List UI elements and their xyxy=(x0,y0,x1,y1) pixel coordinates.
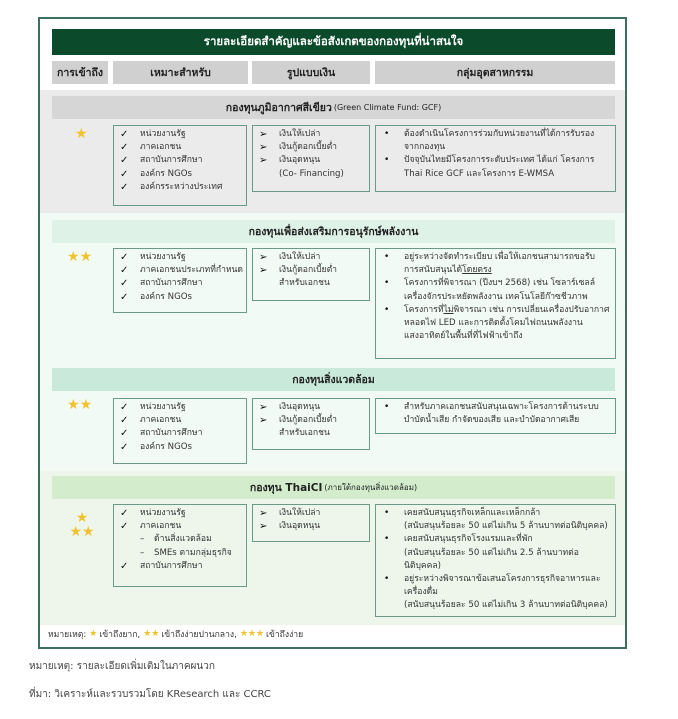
fund-section-thaici xyxy=(40,471,625,625)
check-icon: ✓ xyxy=(120,560,129,572)
funding-item: ➢ เงินอุดหนุน xyxy=(259,521,321,533)
arrowhead-bullet-icon: ➢ xyxy=(259,415,268,427)
col-header-access: การเข้าถึง xyxy=(52,61,108,84)
bullet-icon: • xyxy=(384,278,390,289)
funding-box xyxy=(252,125,370,192)
check-icon: ✓ xyxy=(120,508,129,519)
funding-item: ➢ เงินกู้ดอกเบี้ยต่ำ xyxy=(259,142,337,154)
funding-item: ➢ เงินกู้ดอกเบี้ยต่ำ xyxy=(259,265,337,277)
funding-item: ➢ เงินให้เปล่า xyxy=(259,129,321,140)
check-icon: ✓ xyxy=(120,415,129,427)
dash-icon: – xyxy=(140,534,145,545)
access-rating-2-star xyxy=(67,398,92,412)
star-icon: ★ xyxy=(79,397,93,413)
bullet-icon: • xyxy=(384,534,390,545)
eligible-item: ✓ สถาบันการศึกษา xyxy=(120,278,203,290)
industry-item: • อยู่ระหว่างพิจารณาข้อเสนอโครงการธุรกิจอาหารและ เครื่องดื่ม (สนับสนุนร้อยละ 50 แต่ไม่เกิน 3 ล้านบาทต่อนิติบุคคล) xyxy=(384,574,608,611)
industry-item: • ต้องดำเนินโครงการร่วมกับหน่วยงานที่ได้การรับรอง จากกองทุน xyxy=(384,129,595,153)
arrowhead-bullet-icon: ➢ xyxy=(259,155,268,167)
funding-item-cont: สำหรับเอกชน xyxy=(279,428,330,439)
check-icon: ✓ xyxy=(120,402,129,413)
fund-section-environment xyxy=(40,361,625,471)
industry-box xyxy=(375,504,616,617)
check-icon: ✓ xyxy=(120,181,129,193)
star-icon: ★ xyxy=(75,126,88,142)
eligible-item: ✓ องค์กร NGOs xyxy=(120,441,192,453)
check-icon: ✓ xyxy=(120,168,129,180)
industry-box xyxy=(375,248,616,359)
col-header-industry: กลุ่มอุตสาหกรรม xyxy=(375,61,615,84)
star-icon: ★ xyxy=(82,524,95,540)
star-icon: ★ xyxy=(89,629,98,639)
arrowhead-bullet-icon: ➢ xyxy=(259,252,268,263)
star-icon: ★★ xyxy=(143,629,160,639)
fund-name-sub: (Green Climate Fund: GCF) xyxy=(333,103,442,112)
industry-item: • อยู่ระหว่างจัดทำระเบียบ เพื่อให้เอกชนสามารถขอรับ การสนับสนุนได้โดยตรง xyxy=(384,252,596,276)
eligible-item: ✓ ภาคเอกชน xyxy=(120,521,182,533)
eligible-item: ✓ หน่วยงานรัฐ xyxy=(120,402,186,413)
arrowhead-bullet-icon: ➢ xyxy=(259,521,268,533)
eligible-item: ✓ สถาบันการศึกษา xyxy=(120,560,203,572)
arrowhead-bullet-icon: ➢ xyxy=(259,402,268,413)
legend-label: หมายเหตุ: xyxy=(48,630,87,640)
fund-name: กองทุน ThaiCI xyxy=(249,482,323,494)
arrowhead-bullet-icon: ➢ xyxy=(259,508,268,519)
bullet-icon: • xyxy=(384,574,390,585)
funding-item-cont: สำหรับเอกชน xyxy=(279,278,330,289)
industry-item: • เคยสนับสนุนธุรกิจเหล็กและเหล็กกล้า (สนับสนุนร้อยละ 50 แต่ไม่เกิน 5 ล้านบาทต่อนิติบุคคล) xyxy=(384,508,608,532)
check-icon: ✓ xyxy=(120,428,129,440)
arrowhead-bullet-icon: ➢ xyxy=(259,265,268,277)
col-header-funding-type: รูปแบบเงิน xyxy=(252,61,370,84)
bullet-icon: • xyxy=(384,155,390,166)
bullet-icon: • xyxy=(384,304,390,315)
fund-name: กองทุนเพื่อส่งเสริมการอนุรักษ์พลังงาน xyxy=(248,226,419,238)
eligible-item: ✓ องค์กร NGOs xyxy=(120,168,192,180)
check-icon: ✓ xyxy=(120,278,129,290)
check-icon: ✓ xyxy=(120,291,129,303)
star-icon: ★ xyxy=(67,249,80,265)
fund-name: กองทุนภูมิอากาศสีเขียว xyxy=(225,102,332,114)
source-note: ที่มา: วิเคราะห์และรวบรวมโดย KResearch และ CCRC xyxy=(29,689,271,700)
legend-one-star: เข้าถึงยาก, xyxy=(99,630,141,640)
eligible-item: ✓ สถาบันการศึกษา xyxy=(120,155,203,167)
funding-item-cont: (Co- Financing) xyxy=(279,168,344,179)
eligible-item: ✓ หน่วยงานรัฐ xyxy=(120,252,186,263)
access-rating-2-star xyxy=(67,250,92,264)
access-rating-3-star xyxy=(67,511,97,539)
footnote: หมายเหตุ: รายละเอียดเพิ่มเติมในภาคผนวก xyxy=(29,661,215,672)
dash-icon: – xyxy=(140,547,145,558)
legend-three-star: เข้าถึงง่าย xyxy=(266,630,304,640)
fund-name-environment xyxy=(52,368,615,391)
bullet-icon: • xyxy=(384,508,390,518)
funding-item: ➢ เงินอุดหนุน xyxy=(259,402,321,413)
funding-item: ➢ เงินอุดหนุน xyxy=(259,155,321,167)
industry-item: • ปัจจุบันไทยมีโครงการระดับประเทศ ได้แก่ โครงการ Thai Rice GCF และโครงการ E-WMSA xyxy=(384,155,595,179)
fund-name-gcf xyxy=(52,96,615,119)
eligible-item: ✓ ภาคเอกชนประเภทที่กำหนด xyxy=(120,265,244,277)
funding-item: ➢ เงินให้เปล่า xyxy=(259,252,321,263)
col-header-suitable-for: เหมาะสำหรับ xyxy=(113,61,248,84)
check-icon: ✓ xyxy=(120,265,129,277)
funding-box xyxy=(252,248,370,301)
fund-name-sub: (ภายใต้กองทุนสิ่งแวดล้อม) xyxy=(324,483,418,492)
industry-item: • โครงการที่ไม่พิจารณา เช่น การเปลี่ยนเครื่องปรับอากาศ หลอดไฟ LED และการติดตั้งโคมไฟถนนพลังงาน แสงอาทิตย์ในพื้นที่ที่ไฟฟ้าเข้าถึง xyxy=(384,304,610,342)
eligible-item: ✓ องค์กรระหว่างประเทศ xyxy=(120,181,223,193)
funding-box xyxy=(252,504,370,542)
arrowhead-bullet-icon: ➢ xyxy=(259,129,268,140)
fund-section-energy xyxy=(40,213,625,361)
fund-name: กองทุนสิ่งแวดล้อม xyxy=(292,374,375,386)
fund-name-thaici xyxy=(52,476,615,499)
industry-box xyxy=(375,125,616,192)
bullet-icon: • xyxy=(384,129,390,139)
eligible-subitem: – SMEs ตามกลุ่มธุรกิจ xyxy=(118,547,242,560)
fund-section-gcf xyxy=(40,90,625,213)
bullet-icon: • xyxy=(384,252,390,262)
bullet-icon: • xyxy=(384,402,390,412)
industry-item: • เคยสนับสนุนธุรกิจโรงแรมและที่พัก (สนับสนุนร้อยละ 50 แต่ไม่เกิน 2.5 ล้านบาทต่อนิติบุคคล) xyxy=(384,534,579,571)
check-icon: ✓ xyxy=(120,129,129,140)
eligible-box xyxy=(113,125,247,206)
fund-name-energy xyxy=(52,220,615,243)
funding-item: ➢ เงินให้เปล่า xyxy=(259,508,321,519)
eligible-item: ✓ หน่วยงานรัฐ xyxy=(120,508,186,519)
funding-box xyxy=(252,398,370,450)
check-icon: ✓ xyxy=(120,521,129,533)
check-icon: ✓ xyxy=(120,142,129,154)
check-icon: ✓ xyxy=(120,441,129,453)
star-icon: ★★★ xyxy=(239,629,265,639)
star-legend xyxy=(48,627,303,641)
star-icon: ★ xyxy=(67,397,80,413)
table-title: รายละเอียดสำคัญและข้อสังเกตของกองทุนที่น่าสนใจ xyxy=(52,29,615,55)
industry-item: • โครงการที่พิจารณา (ปีงบฯ 2568) เช่น โซลาร์เซลล์ เครื่องจักรประหยัดพลังงาน เทคโนโลยีก๊าซชีวภาพ xyxy=(384,278,595,302)
check-icon: ✓ xyxy=(120,252,129,263)
industry-item: • สำหรับภาคเอกชนสนับสนุนเฉพาะโครงการด้านระบบ บำบัดน้ำเสีย กำจัดของเสีย และบำบัดอากาศเสีย xyxy=(384,402,599,426)
star-icon: ★ xyxy=(75,510,89,526)
funding-item: ➢ เงินกู้ดอกเบี้ยต่ำ xyxy=(259,415,337,427)
eligible-item: ✓ หน่วยงานรัฐ xyxy=(120,129,186,140)
eligible-item: ✓ สถาบันการศึกษา xyxy=(120,428,203,440)
industry-box xyxy=(375,398,616,434)
eligible-subitem: – ด้านสิ่งแวดล้อม xyxy=(118,533,242,546)
eligible-box xyxy=(113,504,247,587)
eligible-box xyxy=(113,398,247,464)
arrowhead-bullet-icon: ➢ xyxy=(259,142,268,154)
legend-two-star: เข้าถึงง่ายปานกลาง, xyxy=(161,630,237,640)
eligible-box xyxy=(113,248,247,313)
star-icon: ★ xyxy=(69,524,82,540)
eligible-item: ✓ องค์กร NGOs xyxy=(120,291,192,303)
access-rating-1-star xyxy=(75,127,88,141)
eligible-item: ✓ ภาคเอกชน xyxy=(120,415,182,427)
fund-summary-table xyxy=(38,17,627,649)
check-icon: ✓ xyxy=(120,155,129,167)
star-icon: ★ xyxy=(79,249,93,265)
eligible-item: ✓ ภาคเอกชน xyxy=(120,142,182,154)
